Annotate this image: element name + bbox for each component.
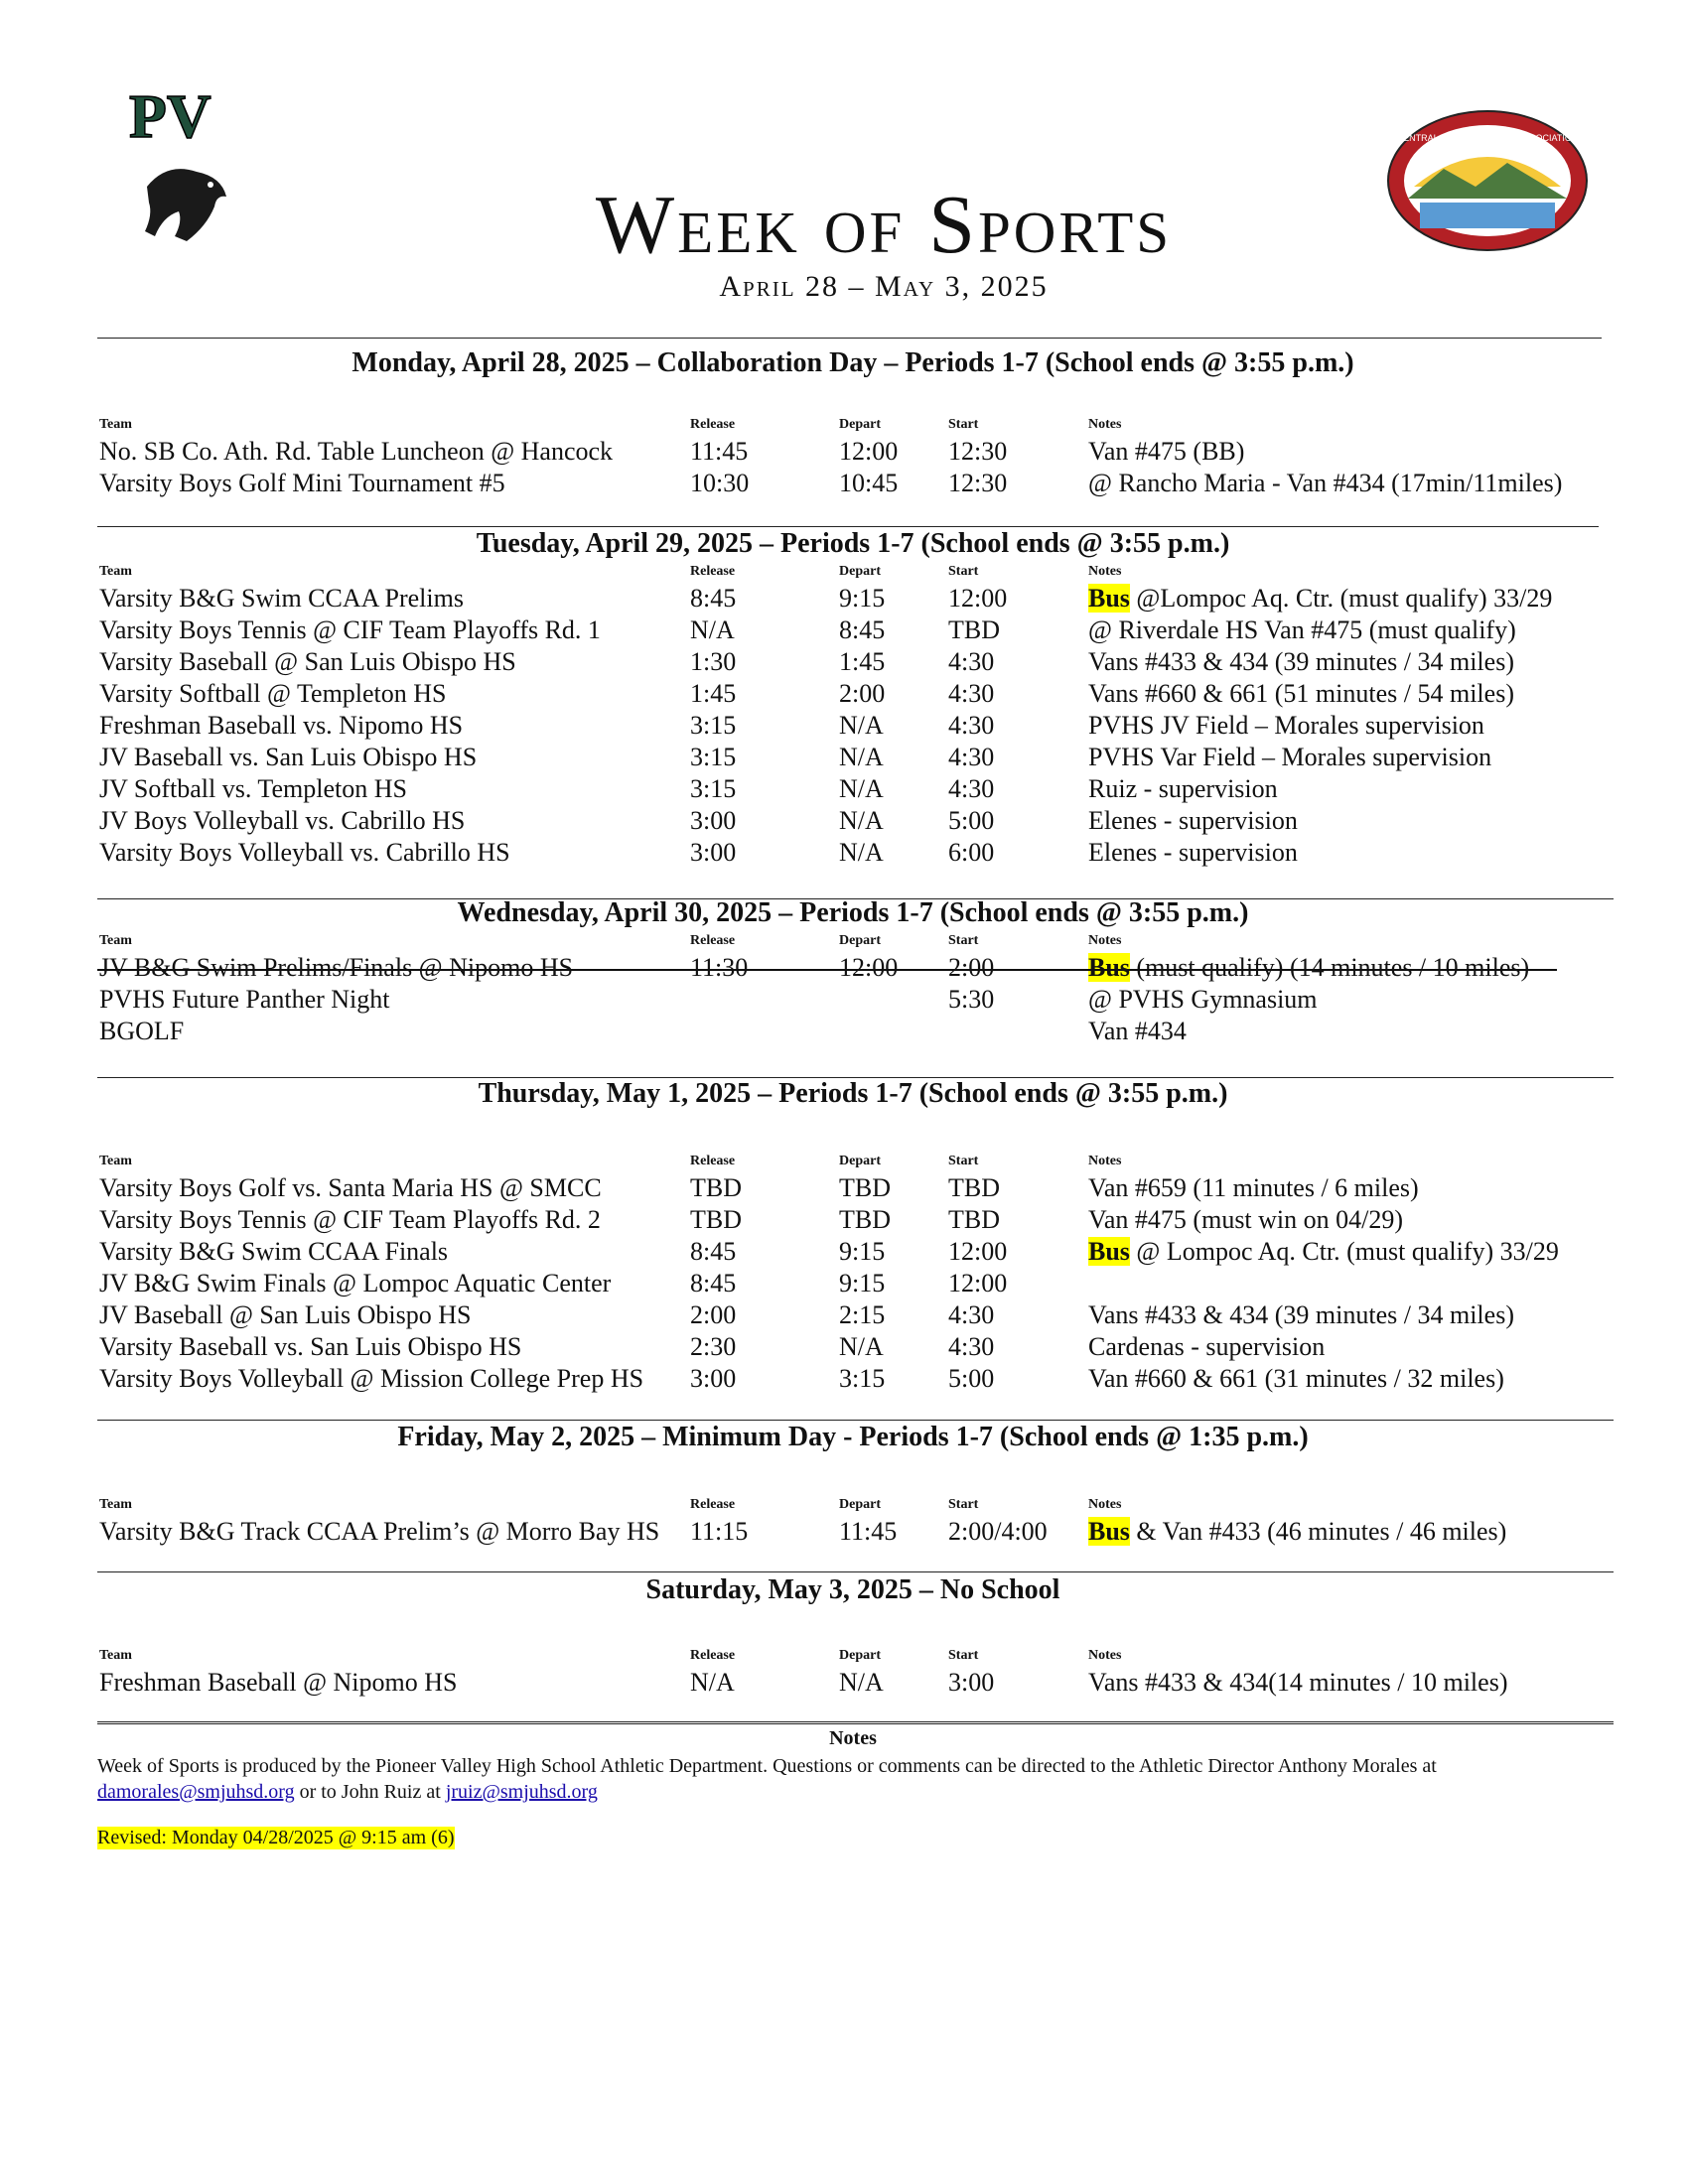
cell-team: Freshman Baseball @ Nipomo HS bbox=[99, 1668, 458, 1697]
column-header-notes: Notes bbox=[1088, 1497, 1122, 1512]
cell-team: Varsity B&G Swim CCAA Finals bbox=[99, 1237, 449, 1266]
column-header-start: Start bbox=[948, 1154, 979, 1168]
cell-release: 2:30 bbox=[690, 1332, 737, 1361]
cell-notes: Vans #433 & 434 (39 minutes / 34 miles) bbox=[1088, 647, 1514, 676]
cell-notes: Van #660 & 661 (31 minutes / 32 miles) bbox=[1088, 1364, 1504, 1393]
day-divider bbox=[97, 1420, 1614, 1421]
cell-start: 4:30 bbox=[948, 679, 995, 708]
cell-start: 5:00 bbox=[948, 806, 995, 835]
cell-depart: 12:00 bbox=[839, 953, 899, 982]
cell-release: 1:45 bbox=[690, 679, 737, 708]
cell-release: 8:45 bbox=[690, 1237, 737, 1266]
cell-depart: N/A bbox=[839, 774, 884, 803]
cell-start: 4:30 bbox=[948, 774, 995, 803]
day-heading: Monday, April 28, 2025 – Collaboration Day – Periods 1-7 (School ends @ 3:55 p.m.) bbox=[352, 347, 1354, 378]
strikethrough-line bbox=[97, 969, 1557, 971]
revised-stamp: Revised: Monday 04/28/2025 @ 9:15 am (6) bbox=[97, 1827, 455, 1848]
cell-start: 12:00 bbox=[948, 1237, 1008, 1266]
cell-notes bbox=[1088, 953, 1529, 983]
cell-depart: N/A bbox=[839, 838, 884, 867]
column-header-depart: Depart bbox=[839, 1497, 881, 1512]
cell-depart: 9:15 bbox=[839, 1269, 886, 1297]
cell-team: JV Softball vs. Templeton HS bbox=[99, 774, 407, 803]
cell-start: TBD bbox=[948, 615, 1000, 644]
cell-release: 8:45 bbox=[690, 1269, 737, 1297]
cell-release: 3:00 bbox=[690, 1364, 737, 1393]
ccaa-logo-text: CENTRAL COAST ATHLETIC ASSOCIATION bbox=[1396, 133, 1579, 143]
cell-team: JV Boys Volleyball vs. Cabrillo HS bbox=[99, 806, 466, 835]
cell-notes: Elenes - supervision bbox=[1088, 806, 1298, 835]
column-header-depart: Depart bbox=[839, 564, 881, 579]
day-divider bbox=[97, 338, 1602, 339]
cell-notes bbox=[1088, 584, 1552, 614]
column-header-depart: Depart bbox=[839, 933, 881, 948]
cell-notes: Ruiz - supervision bbox=[1088, 774, 1278, 803]
cell-team: Varsity Baseball @ San Luis Obispo HS bbox=[99, 647, 516, 676]
cell-depart: 10:45 bbox=[839, 469, 899, 497]
day-heading: Friday, May 2, 2025 – Minimum Day - Periods 1-7 (School ends @ 1:35 p.m.) bbox=[397, 1422, 1309, 1452]
cell-release: 11:15 bbox=[690, 1517, 749, 1546]
column-header-team: Team bbox=[99, 1497, 132, 1512]
cell-depart: 2:00 bbox=[839, 679, 886, 708]
column-header-release: Release bbox=[690, 1648, 736, 1663]
cell-team: JV Baseball @ San Luis Obispo HS bbox=[99, 1300, 472, 1329]
cell-release: TBD bbox=[690, 1205, 742, 1234]
page-title: Week of Sports bbox=[595, 179, 1173, 271]
cell-team: Varsity Boys Volleyball vs. Cabrillo HS bbox=[99, 838, 510, 867]
cell-depart: TBD bbox=[839, 1173, 891, 1202]
cell-notes: PVHS Var Field – Morales supervision bbox=[1088, 743, 1492, 771]
cell-notes-text: (must qualify) (14 minutes / 10 miles) bbox=[1129, 953, 1530, 982]
cell-notes: Van #659 (11 minutes / 6 miles) bbox=[1088, 1173, 1419, 1202]
email-link-damorales[interactable]: damorales@smjuhsd.org bbox=[97, 1781, 295, 1803]
cell-team: BGOLF bbox=[99, 1017, 185, 1045]
cell-notes: Vans #433 & 434(14 minutes / 10 miles) bbox=[1088, 1668, 1508, 1697]
cell-notes: Van #434 bbox=[1088, 1017, 1187, 1045]
cell-start: TBD bbox=[948, 1205, 1000, 1234]
cell-team: JV B&G Swim Prelims/Finals @ Nipomo HS bbox=[99, 953, 574, 982]
cell-start: 12:30 bbox=[948, 469, 1008, 497]
cell-depart: N/A bbox=[839, 711, 884, 740]
cell-release: 3:00 bbox=[690, 838, 737, 867]
cell-notes: Elenes - supervision bbox=[1088, 838, 1298, 867]
cell-notes: Van #475 (BB) bbox=[1088, 437, 1245, 466]
cell-start: 6:00 bbox=[948, 838, 995, 867]
column-header-release: Release bbox=[690, 1497, 736, 1512]
cell-start: 4:30 bbox=[948, 1332, 995, 1361]
column-header-release: Release bbox=[690, 417, 736, 432]
notes-divider bbox=[97, 1721, 1614, 1724]
cell-notes: @ PVHS Gymnasium bbox=[1088, 985, 1318, 1014]
cell-start: 2:00 bbox=[948, 953, 995, 982]
bus-highlight: Bus bbox=[1088, 1237, 1130, 1266]
cell-team: JV Baseball vs. San Luis Obispo HS bbox=[99, 743, 478, 771]
column-header-start: Start bbox=[948, 564, 979, 579]
column-header-release: Release bbox=[690, 564, 736, 579]
notes-text bbox=[97, 1753, 1617, 1805]
cell-notes bbox=[1088, 1237, 1559, 1267]
bus-highlight: Bus bbox=[1088, 953, 1130, 982]
column-header-notes: Notes bbox=[1088, 1648, 1122, 1663]
cell-depart: TBD bbox=[839, 1205, 891, 1234]
cell-depart: N/A bbox=[839, 743, 884, 771]
column-header-start: Start bbox=[948, 417, 979, 432]
cell-team: Varsity Boys Volleyball @ Mission College Prep HS bbox=[99, 1364, 644, 1393]
cell-notes: Vans #433 & 434 (39 minutes / 34 miles) bbox=[1088, 1300, 1514, 1329]
column-header-notes: Notes bbox=[1088, 417, 1122, 432]
cell-notes bbox=[1088, 1517, 1506, 1547]
notes-middle: or to John Ruiz at bbox=[294, 1781, 446, 1803]
cell-depart: 9:15 bbox=[839, 584, 886, 613]
column-header-notes: Notes bbox=[1088, 564, 1122, 579]
cell-start: 4:30 bbox=[948, 711, 995, 740]
page-subtitle: April 28 – May 3, 2025 bbox=[719, 270, 1049, 303]
cell-release: 3:15 bbox=[690, 774, 737, 803]
cell-notes: @ Riverdale HS Van #475 (must qualify) bbox=[1088, 615, 1516, 644]
column-header-start: Start bbox=[948, 1497, 979, 1512]
cell-notes: PVHS JV Field – Morales supervision bbox=[1088, 711, 1484, 740]
day-heading: Wednesday, April 30, 2025 – Periods 1-7 (School ends @ 3:55 p.m.) bbox=[457, 897, 1249, 928]
cell-release: N/A bbox=[690, 615, 735, 644]
column-header-notes: Notes bbox=[1088, 1154, 1122, 1168]
notes-title: Notes bbox=[829, 1727, 877, 1749]
cell-team: Varsity B&G Swim CCAA Prelims bbox=[99, 584, 464, 613]
cell-release: 3:00 bbox=[690, 806, 737, 835]
day-divider bbox=[97, 1571, 1614, 1572]
column-header-team: Team bbox=[99, 564, 132, 579]
column-header-depart: Depart bbox=[839, 417, 881, 432]
pv-logo-p: PV bbox=[129, 83, 211, 151]
cell-depart: N/A bbox=[839, 1332, 884, 1361]
cell-team: Varsity Boys Golf vs. Santa Maria HS @ SMCC bbox=[99, 1173, 602, 1202]
cell-start: 5:00 bbox=[948, 1364, 995, 1393]
cell-team: Varsity B&G Track CCAA Prelim’s @ Morro Bay HS bbox=[99, 1517, 660, 1546]
cell-release: 10:30 bbox=[690, 469, 750, 497]
column-header-start: Start bbox=[948, 1648, 979, 1663]
cell-release: 8:45 bbox=[690, 584, 737, 613]
column-header-team: Team bbox=[99, 1154, 132, 1168]
cell-start: TBD bbox=[948, 1173, 1000, 1202]
cell-release: TBD bbox=[690, 1173, 742, 1202]
day-heading: Thursday, May 1, 2025 – Periods 1-7 (School ends @ 3:55 p.m.) bbox=[478, 1078, 1228, 1109]
column-header-release: Release bbox=[690, 1154, 736, 1168]
column-header-team: Team bbox=[99, 417, 132, 432]
cell-depart: 2:15 bbox=[839, 1300, 886, 1329]
cell-start: 5:30 bbox=[948, 985, 995, 1014]
column-header-team: Team bbox=[99, 933, 132, 948]
cell-notes-text: & Van #433 (46 minutes / 46 miles) bbox=[1129, 1517, 1507, 1546]
cell-start: 12:00 bbox=[948, 584, 1008, 613]
cell-release: N/A bbox=[690, 1668, 735, 1697]
day-heading: Tuesday, April 29, 2025 – Periods 1-7 (School ends @ 3:55 p.m.) bbox=[476, 528, 1230, 559]
cell-start: 4:30 bbox=[948, 743, 995, 771]
column-header-start: Start bbox=[948, 933, 979, 948]
cell-depart: 1:45 bbox=[839, 647, 886, 676]
cell-team: No. SB Co. Ath. Rd. Table Luncheon @ Hancock bbox=[99, 437, 614, 466]
cell-team: Freshman Baseball vs. Nipomo HS bbox=[99, 711, 464, 740]
cell-depart: N/A bbox=[839, 1668, 884, 1697]
email-link-jruiz[interactable]: jruiz@smjuhsd.org bbox=[445, 1781, 598, 1803]
cell-start: 4:30 bbox=[948, 647, 995, 676]
cell-notes: Vans #660 & 661 (51 minutes / 54 miles) bbox=[1088, 679, 1514, 708]
notes-body: Week of Sports is produced by the Pioneer Valley High School Athletic Department. Questions or comments can be directed to the Athletic Director Anthony Morales at bbox=[97, 1755, 1437, 1777]
cell-release: 1:30 bbox=[690, 647, 737, 676]
cell-notes: @ Rancho Maria - Van #434 (17min/11miles) bbox=[1088, 469, 1563, 497]
cell-team: Varsity Softball @ Templeton HS bbox=[99, 679, 447, 708]
cell-team: PVHS Future Panther Night bbox=[99, 985, 390, 1014]
cell-release: 2:00 bbox=[690, 1300, 737, 1329]
cell-team: JV B&G Swim Finals @ Lompoc Aquatic Center bbox=[99, 1269, 612, 1297]
column-header-notes: Notes bbox=[1088, 933, 1122, 948]
day-heading: Saturday, May 3, 2025 – No School bbox=[645, 1574, 1060, 1605]
cell-team: Varsity Boys Tennis @ CIF Team Playoffs Rd. 2 bbox=[99, 1205, 601, 1234]
bus-highlight: Bus bbox=[1088, 584, 1130, 613]
cell-release: 11:45 bbox=[690, 437, 749, 466]
cell-release: 11:30 bbox=[690, 953, 749, 982]
cell-start: 4:30 bbox=[948, 1300, 995, 1329]
cell-notes-text: @Lompoc Aq. Ctr. (must qualify) 33/29 bbox=[1129, 584, 1553, 613]
cell-depart: 9:15 bbox=[839, 1237, 886, 1266]
cell-start: 12:30 bbox=[948, 437, 1008, 466]
cell-depart: 3:15 bbox=[839, 1364, 886, 1393]
cell-team: Varsity Boys Golf Mini Tournament #5 bbox=[99, 469, 505, 497]
cell-release: 3:15 bbox=[690, 743, 737, 771]
column-header-depart: Depart bbox=[839, 1154, 881, 1168]
bus-highlight: Bus bbox=[1088, 1517, 1130, 1546]
cell-depart: 8:45 bbox=[839, 615, 886, 644]
cell-depart: N/A bbox=[839, 806, 884, 835]
cell-start: 3:00 bbox=[948, 1668, 995, 1697]
day-divider bbox=[97, 526, 1599, 527]
column-header-release: Release bbox=[690, 933, 736, 948]
cell-notes: Cardenas - supervision bbox=[1088, 1332, 1326, 1361]
cell-team: Varsity Baseball vs. San Luis Obispo HS bbox=[99, 1332, 522, 1361]
cell-start: 12:00 bbox=[948, 1269, 1008, 1297]
cell-notes-text: @ Lompoc Aq. Ctr. (must qualify) 33/29 bbox=[1129, 1237, 1559, 1266]
cell-depart: 11:45 bbox=[839, 1517, 898, 1546]
cell-release: 3:15 bbox=[690, 711, 737, 740]
cell-notes: Van #475 (must win on 04/29) bbox=[1088, 1205, 1404, 1234]
cell-depart: 12:00 bbox=[839, 437, 899, 466]
column-header-depart: Depart bbox=[839, 1648, 881, 1663]
column-header-team: Team bbox=[99, 1648, 132, 1663]
cell-start: 2:00/4:00 bbox=[948, 1517, 1048, 1546]
cell-team: Varsity Boys Tennis @ CIF Team Playoffs Rd. 1 bbox=[99, 615, 601, 644]
